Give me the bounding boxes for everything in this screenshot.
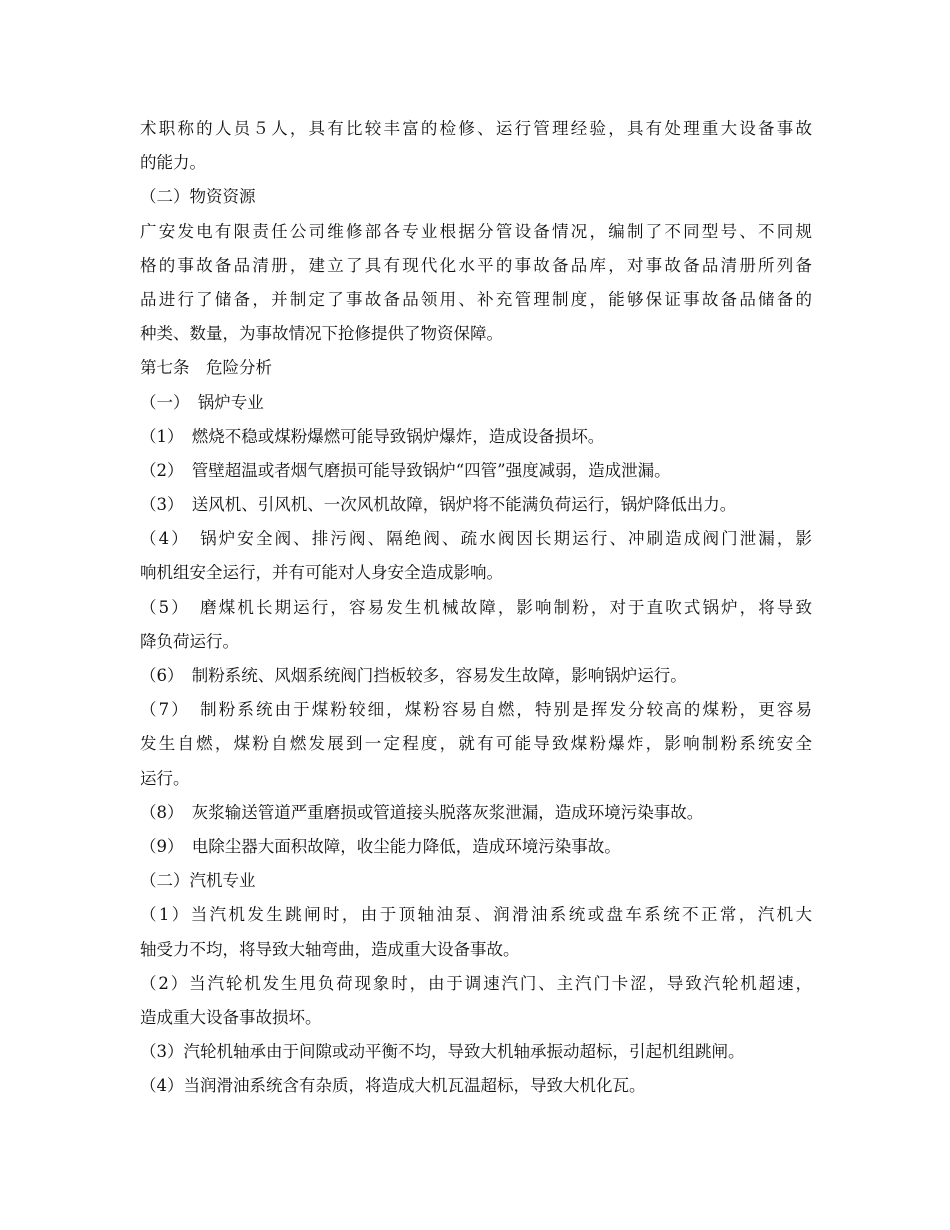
text-line: 品进行了储备，并制定了事故备品领用、补充管理制度，能够保证事故备品储备的 (140, 289, 812, 309)
text-line: （4） 锅炉安全阀、排污阀、隔绝阀、疏水阀因长期运行、冲刷造成阀门泄漏，影 (140, 529, 812, 549)
text-line: 第七条 危险分析 (140, 358, 272, 378)
text-line: 运行。 (140, 768, 190, 788)
text-line: （1）当汽机发生跳闸时，由于顶轴油泵、润滑油系统或盘车系统不正常，汽机大 (140, 905, 812, 925)
text-line: 的能力。 (140, 153, 206, 173)
text-line: （二）物资资源 (140, 187, 256, 207)
text-line: （3）汽轮机轴承由于间隙或动平衡不均，导致大机轴承振动超标，引起机组跳闸。 (140, 1042, 745, 1062)
text-line: （二）汽机专业 (140, 871, 256, 891)
text-line: （2）当汽轮机发生甩负荷现象时，由于调速汽门、主汽门卡涩，导致汽轮机超速， (140, 973, 812, 993)
text-line: （3） 送风机、引风机、一次风机故障，锅炉将不能满负荷运行，锅炉降低出力。 (140, 495, 737, 515)
text-line: （2） 管壁超温或者烟气磨损可能导致锅炉“四管”强度减弱，造成泄漏。 (140, 460, 671, 480)
text-line: （4）当润滑油系统含有杂质，将造成大机瓦温超标，导致大机化瓦。 (140, 1076, 646, 1096)
text-line: 轴受力不均，将导致大轴弯曲，造成重大设备事故。 (140, 939, 520, 959)
text-line: （5） 磨煤机长期运行，容易发生机械故障，影响制粉，对于直吹式锅炉，将导致 (140, 597, 812, 617)
text-line: （7） 制粉系统由于煤粉较细，煤粉容易自燃，特别是挥发分较高的煤粉，更容易 (140, 700, 812, 720)
text-line: 响机组安全运行，并有可能对人身安全造成影响。 (140, 563, 503, 583)
text-line: 造成重大设备事故损坏。 (140, 1007, 322, 1027)
text-line: 种类、数量，为事故情况下抢修提供了物资保障。 (140, 324, 503, 344)
text-line: （1） 燃烧不稳或煤粉爆燃可能导致锅炉爆炸，造成设备损坏。 (140, 426, 605, 446)
text-line: 发生自燃，煤粉自燃发展到一定程度，就有可能导致煤粉爆炸，影响制粉系统安全 (140, 734, 812, 754)
text-line: （9） 电除尘器大面积故障，收尘能力降低，造成环境污染事故。 (140, 836, 621, 856)
text-line: 格的事故备品清册，建立了具有现代化水平的事故备品库，对事故备品清册所列备 (140, 255, 812, 275)
text-line: 降负荷运行。 (140, 631, 239, 651)
document-page (140, 112, 812, 1103)
text-line: （8） 灰浆输送管道严重磨损或管道接头脱落灰浆泄漏，造成环境污染事故。 (140, 802, 704, 822)
text-line: 术职称的人员５人，具有比较丰富的检修、运行管理经验，具有处理重大设备事故 (140, 119, 812, 138)
text-line: （一） 锅炉专业 (140, 392, 264, 412)
text-line: （6） 制粉系统、风烟系统阀门挡板较多，容易发生故障，影响锅炉运行。 (140, 666, 687, 685)
text-line: 广安发电有限责任公司维修部各专业根据分管设备情况，编制了不同型号、不同规 (140, 221, 812, 241)
